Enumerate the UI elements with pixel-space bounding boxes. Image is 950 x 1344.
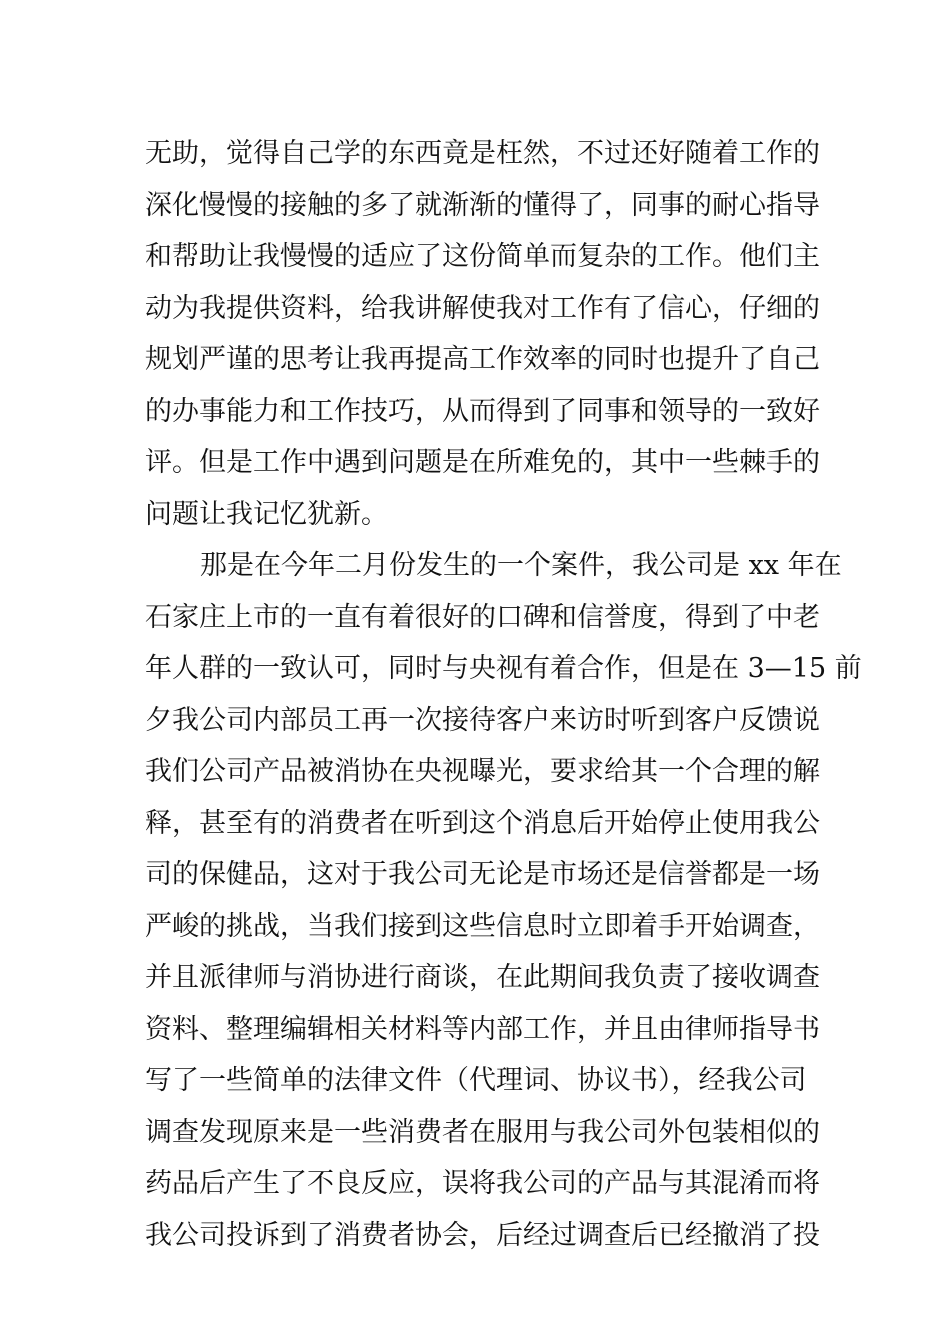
text-line: 评。但是工作中遇到问题是在所难免的，其中一些棘手的 xyxy=(145,447,820,478)
text-line: 司的保健品，这对于我公司无论是市场还是信誉都是一场 xyxy=(145,859,820,890)
text-line: 药品后产生了不良反应，误将我公司的产品与其混淆而将 xyxy=(145,1168,820,1199)
paragraph-1 xyxy=(145,128,820,540)
text-line: 深化慢慢的接触的多了就渐渐的懂得了，同事的耐心指导 xyxy=(145,189,820,221)
text-line: 夕我公司内部员工再一次接待客户来访时听到客户反馈说 xyxy=(145,704,820,736)
text-line: 严峻的挑战，当我们接到这些信息时立即着手开始调查， xyxy=(145,910,820,942)
body-text xyxy=(145,128,862,1261)
text-line: 规划严谨的思考让我再提高工作效率的同时也提升了自己 xyxy=(145,344,820,375)
text-line: 我们公司产品被消协在央视曝光，要求给其一个合理的解 xyxy=(145,756,820,787)
paragraph-2 xyxy=(145,540,862,1261)
text-line: 和帮助让我慢慢的适应了这份简单而复杂的工作。他们主 xyxy=(145,241,820,272)
text-line: 石家庄上市的一直有着很好的口碑和信誉度，得到了中老 xyxy=(145,601,820,633)
text-line: 我公司投诉到了消费者协会，后经过调查后已经撤消了投 xyxy=(145,1219,820,1251)
text-line: 调查发现原来是一些消费者在服用与我公司外包装相似的 xyxy=(145,1116,820,1148)
text-line: 释，甚至有的消费者在听到这个消息后开始停止使用我公 xyxy=(145,807,820,839)
text-line: 的办事能力和工作技巧，从而得到了同事和领导的一致好 xyxy=(145,395,820,427)
text-line: 年人群的一致认可，同时与央视有着合作，但是在 3—15 前 xyxy=(145,653,862,684)
text-line: 并且派律师与消协进行商谈，在此期间我负责了接收调查 xyxy=(145,962,820,993)
text-line: 资料、整理编辑相关材料等内部工作，并且由律师指导书 xyxy=(145,1013,820,1045)
text-line: 问题让我记忆犹新。 xyxy=(145,498,388,530)
text-line: 无助，觉得自己学的东西竟是枉然，不过还好随着工作的 xyxy=(145,138,820,169)
text-line: 动为我提供资料，给我讲解使我对工作有了信心，仔细的 xyxy=(145,292,820,324)
text-line: 写了一些简单的法律文件（代理词、协议书），经我公司 xyxy=(145,1065,807,1096)
text-line: 那是在今年二月份发生的一个案件，我公司是 xx 年在 xyxy=(200,550,842,581)
